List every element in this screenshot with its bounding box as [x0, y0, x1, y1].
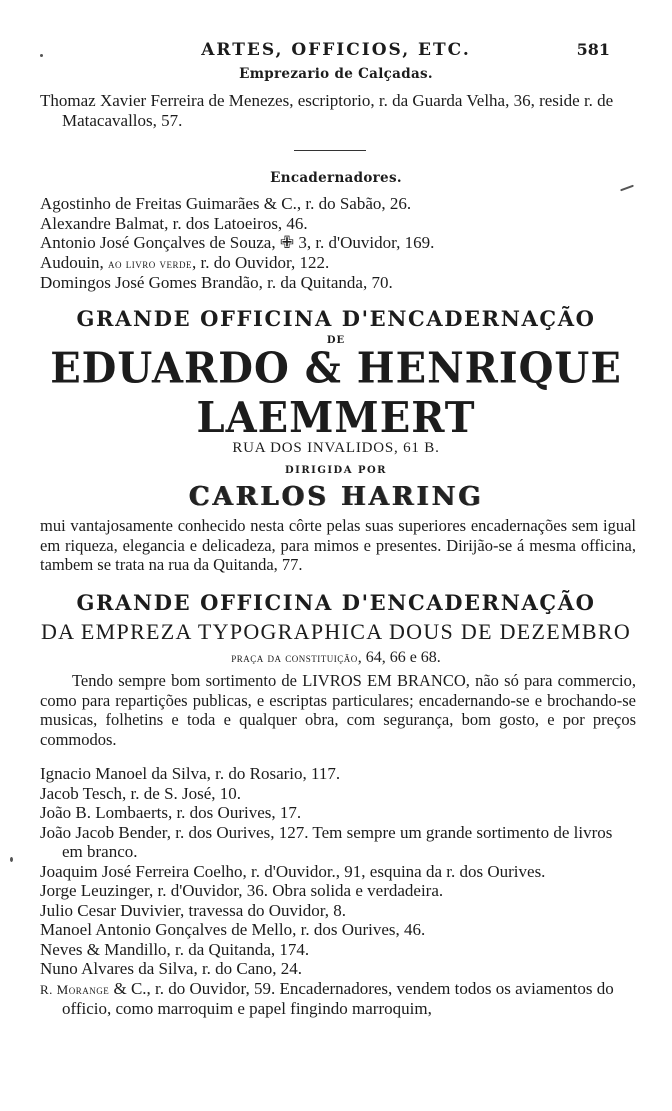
print-speck	[40, 54, 43, 57]
entry-smallcaps: R. Morange	[40, 981, 110, 997]
list-item: Domingos José Gomes Brandão, r. da Quitanda, 70.	[40, 273, 393, 292]
ad-title: GRANDE OFFICINA D'ENCADERNAÇÃO	[76, 306, 596, 331]
list-item: Joaquim José Ferreira Coelho, r. d'Ouvidor., 91, esquina da r. dos Ourives.	[40, 861, 546, 881]
section-encadernadores-continued	[0, 764, 672, 1019]
entry-name: Audouin,	[40, 252, 104, 272]
ad-title: GRANDE OFFICINA D'ENCADERNAÇÃO	[76, 590, 596, 615]
list-item: Manoel Antonio Gonçalves de Mello, r. dos Ourives, 46.	[40, 920, 426, 939]
list-item: Nuno Alvares da Silva, r. do Cano, 24.	[40, 959, 303, 978]
ad-address-numbers: , 64, 66 e 68.	[357, 649, 441, 666]
entry-rest: , r. do Ouvidor, 122.	[192, 252, 330, 272]
advertisement-laemmert	[0, 306, 672, 575]
running-head: ARTES, OFFICIOS, ETC.	[201, 40, 471, 60]
advertisement-dous-de-dezembro	[0, 590, 672, 749]
list-item: Jorge Leuzinger, r. d'Ouvidor, 36. Obra solida e verdadeira.	[40, 881, 444, 900]
list-item: Neves & Mandillo, r. da Quitanda, 174.	[40, 939, 310, 959]
section-divider	[294, 150, 366, 151]
list-item: João B. Lombaerts, r. dos Ourives, 17.	[40, 803, 302, 822]
list-item	[0, 253, 672, 274]
ad-body: Tendo sempre bom sortimento de LIVROS EM BRANCO, não só para commercio, como para repartições publicas, e escriptas particulares; encadernando-se e brochando-se musicas, folhetins e toda e qualquer obra, com segurança, bom gosto, e por preços commodos.	[40, 671, 636, 749]
list-item: Ignacio Manoel da Silva, r. do Rosario, 117.	[40, 764, 341, 783]
ad-director-name: CARLOS HARING	[188, 482, 484, 512]
ad-address-smallcaps: praça da constituição	[231, 650, 358, 665]
ad-connector: DE	[326, 335, 346, 346]
entry-smallcaps: ao livro verde	[108, 255, 192, 271]
list-item: Agostinho de Freitas Guimarães & C., r. do Sabão, 26.	[40, 194, 412, 213]
section-heading: Emprezario de Calçadas.	[239, 66, 433, 82]
section-heading: Encadernadores.	[270, 170, 402, 186]
list-item: Thomaz Xavier Ferreira de Menezes, escriptorio, r. da Guarda Velha, 36, reside r. de Matacavallos, 57.	[40, 91, 614, 130]
list-item	[0, 979, 672, 1019]
section-encadernadores	[0, 170, 672, 293]
print-speck	[10, 857, 13, 862]
ad-firm-name: DA EMPREZA TYPOGRAPHICA DOUS DE DEZEMBRO	[40, 619, 632, 644]
ad-address	[0, 649, 672, 667]
list-item: Julio Cesar Duvivier, travessa do Ouvidor, 8.	[40, 900, 346, 920]
ad-body: mui vantajosamente conhecido nesta côrte pelas suas superiores encadernações sem igual em riqueza, elegancia e delicadeza, para mimos e presentes. Dirijão-se á mesma officina, tambem se trata na rua da Quitanda, 77.	[40, 516, 636, 574]
list-item: João Jacob Bender, r. dos Ourives, 127. Tem sempre um grande sortimento de livros em branco.	[40, 822, 613, 861]
page-header	[0, 40, 672, 64]
entry-rest: & C., r. do Ouvidor, 59. Encadernadores, vendem todos os aviamentos do officio, como marroquim e papel fingindo marroquim,	[62, 978, 614, 1018]
list-item: Antonio José Gonçalves de Souza, ✙ 3, r. d'Ouvidor, 169.	[40, 233, 435, 252]
ad-address: RUA DOS INVALIDOS, 61 B.	[232, 440, 440, 456]
ad-firm-name: EDUARDO & HENRIQUE LAEMMERT	[50, 343, 622, 443]
section-emprezario	[0, 66, 672, 130]
page-number: 581	[576, 40, 610, 59]
list-item: Alexandre Balmat, r. dos Latoeiros, 46.	[40, 213, 308, 233]
list-item: Jacob Tesch, r. de S. José, 10.	[40, 783, 242, 803]
ad-directed-by: DIRIGIDA POR	[284, 465, 387, 476]
